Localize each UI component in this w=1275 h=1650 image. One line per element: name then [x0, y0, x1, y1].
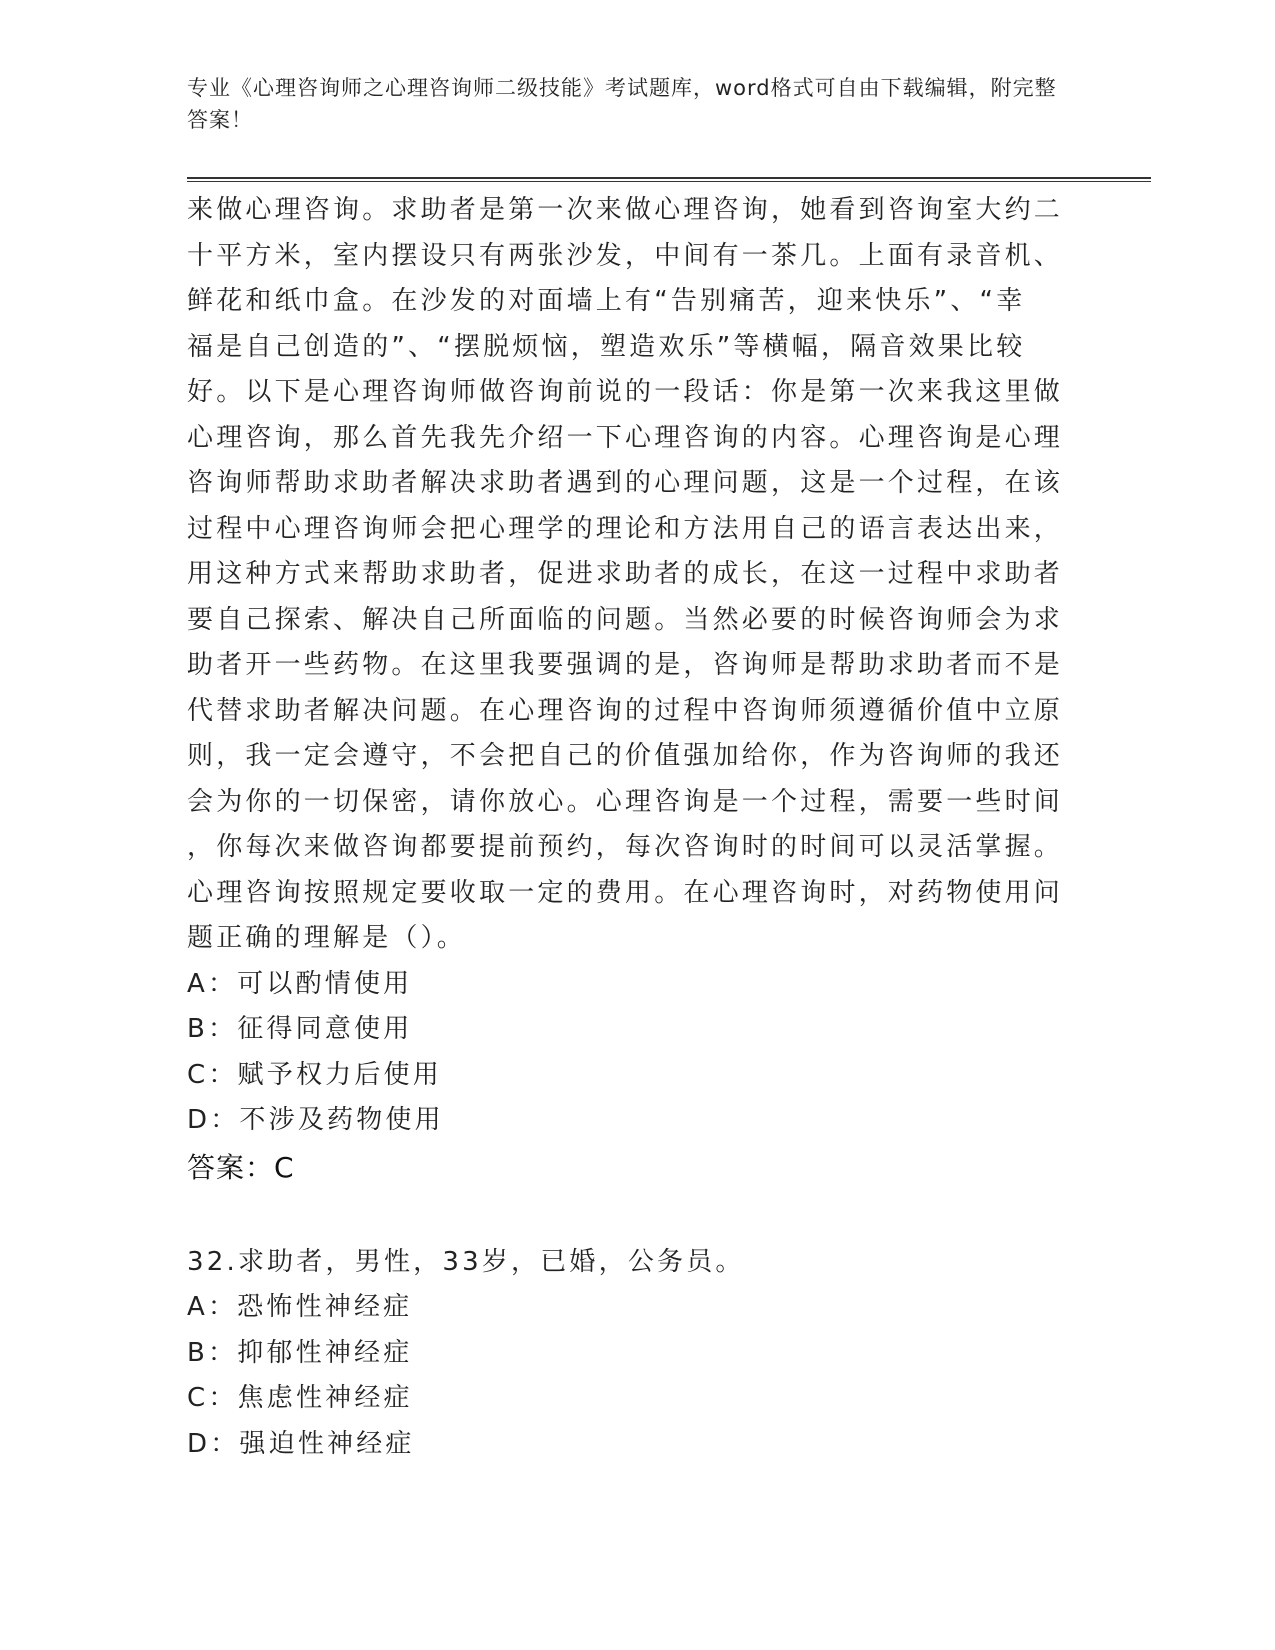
stem-line: 题正确的理解是（）。: [187, 923, 467, 953]
option-a: A：可以酌情使用: [187, 968, 413, 999]
question-32-stem: 32.求助者，男性，33岁，已婚，公务员。: [187, 1246, 745, 1277]
option-d: D：不涉及药物使用: [187, 1105, 444, 1135]
document-body: [187, 188, 1087, 1467]
question-31-options: [187, 962, 1087, 1144]
stem-line: 十平方米，室内摆设只有两张沙发，中间有一茶几。上面有录音机、: [187, 240, 1064, 271]
stem-line: 则，我一定会遵守，不会把自己的价值强加给你，作为咨询师的我还: [187, 741, 1064, 771]
stem-line: 鲜花和纸巾盒。在沙发的对面墙上有“告别痛苦，迎来快乐”、“幸: [187, 286, 1026, 316]
stem-line: 心理咨询，那么首先我先介绍一下心理咨询的内容。心理咨询是心理: [187, 422, 1064, 453]
stem-line: 咨询师帮助求助者解决求助者遇到的心理问题，这是一个过程，在该: [187, 468, 1064, 498]
option-b: B：抑郁性神经症: [187, 1337, 413, 1368]
spacer: [187, 1192, 1087, 1240]
stem-line: 用这种方式来帮助求助者，促进求助者的成长，在这一过程中求助者: [187, 559, 1064, 589]
option-d: D：强迫性神经症: [187, 1428, 415, 1459]
stem-line: ，你每次来做咨询都要提前预约，每次咨询时的时间可以灵活掌握。: [187, 832, 1064, 862]
page-header: 专业《心理咨询师之心理咨询师二级技能》考试题库，word格式可自由下载编辑，附完整答案！: [187, 76, 1057, 132]
option-c: C：赋予权力后使用: [187, 1059, 442, 1090]
option-a: A：恐怖性神经症: [187, 1292, 413, 1322]
stem-line: 来做心理咨询。求助者是第一次来做心理咨询，她看到咨询室大约二: [187, 195, 1064, 225]
stem-line: 心理咨询按照规定要收取一定的费用。在心理咨询时，对药物使用问: [187, 877, 1064, 908]
stem-line: 好。以下是心理咨询师做咨询前说的一段话：你是第一次来我这里做: [187, 377, 1064, 407]
stem-line: 福是自己创造的”、“摆脱烦恼，塑造欢乐”等横幅，隔音效果比较: [187, 331, 1026, 362]
question-32-options: [187, 1285, 1087, 1467]
option-b: B：征得同意使用: [187, 1014, 413, 1044]
question-31-answer: 答案：C: [187, 1150, 295, 1184]
stem-line: 会为你的一切保密，请你放心。心理咨询是一个过程，需要一些时间: [187, 786, 1064, 817]
stem-line: 代替求助者解决问题。在心理咨询的过程中咨询师须遵循价值中立原: [187, 695, 1064, 726]
header-divider: [187, 177, 1151, 182]
stem-line: 要自己探索、解决自己所面临的问题。当然必要的时候咨询师会为求: [187, 604, 1064, 635]
option-c: C：焦虑性神经症: [187, 1383, 413, 1413]
stem-line: 助者开一些药物。在这里我要强调的是，咨询师是帮助求助者而不是: [187, 650, 1064, 680]
stem-line: 过程中心理咨询师会把心理学的理论和方法用自己的语言表达出来，: [187, 513, 1064, 544]
question-31-stem: [187, 188, 1087, 962]
